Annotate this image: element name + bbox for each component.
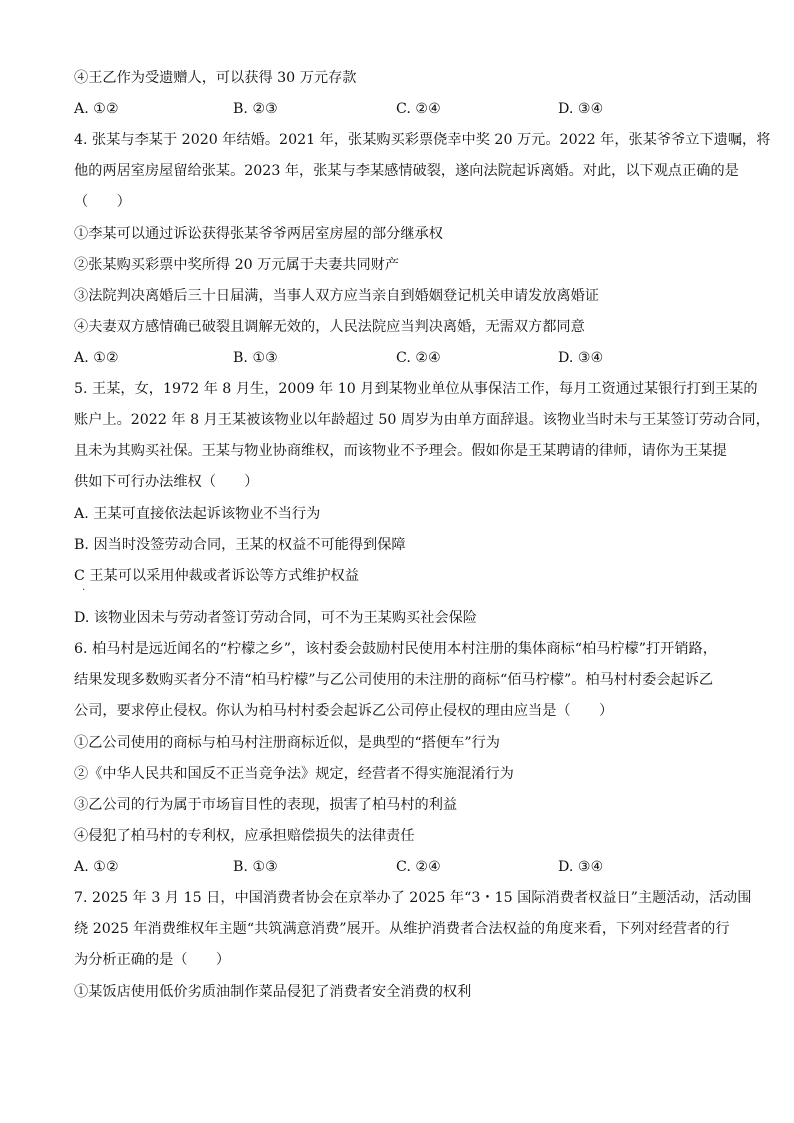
text-line: 供如下可行办法维权（ ）	[74, 474, 259, 490]
text-line: 账户上。2022 年 8 月王某被该物业以年龄超过 50 周岁为由单方面辞退。该物业当时未与王某签订劳动合同，	[74, 412, 770, 428]
text-line: 结果发现多数购买者分不清“柏马柠檬”与乙公司使用的未注册的商标“佰马柠檬”。柏马村村委会起诉乙	[74, 672, 714, 688]
option-d: D. ③④	[558, 101, 604, 117]
text-line: 为分析正确的是（ ）	[74, 952, 231, 968]
option-c: C. ②④	[396, 101, 441, 117]
question-6-line: 6. 柏马村是远近闻名的“柠檬之乡”，该村委会鼓励村民使用本村注册的集体商标“柏马柠檬”打开销路，	[74, 641, 717, 657]
option-b: B. ①③	[233, 859, 278, 875]
option-c: C. ②④	[396, 350, 441, 366]
option-a: A. ①②	[74, 101, 119, 117]
option-a: A. ①②	[74, 350, 119, 366]
statement-1: ①某饭店使用低价劣质油制作菜品侵犯了消费者安全消费的权利	[74, 984, 472, 1000]
choice-a: A. 王某可直接依法起诉该物业不当行为	[74, 506, 321, 522]
statement-2: ②张某购买彩票中奖所得 20 万元属于夫妻共同财产	[74, 257, 400, 273]
statement-2: ②《中华人民共和国反不正当竞争法》规定，经营者不得实施混淆行为	[74, 766, 514, 782]
statement-3: ③乙公司的行为属于市场盲目性的表现，损害了柏马村的利益	[74, 797, 458, 813]
question-7-line: 7. 2025 年 3 月 15 日，中国消费者协会在京举办了 2025 年“3・15 国际消费者权益日”主题活动，活动围	[74, 890, 752, 906]
text-line: 他的两居室房屋留给张某。2023 年，张某与李某感情破裂，遂向法院起诉离婚。对此，以下观点正确的是	[74, 163, 739, 179]
option-b: B. ②③	[233, 101, 278, 117]
option-a: A. ①②	[74, 859, 119, 875]
statement-1: ①乙公司使用的商标与柏马村注册商标近似，是典型的“搭便车”行为	[74, 735, 500, 751]
question-4-line: 4. 张某与李某于 2020 年结婚。2021 年，张某购买彩票侥幸中奖 20 万元。2022 年，张某爷爷立下遗嘱，将	[74, 132, 771, 148]
choice-c: C 王某可以采用仲裁或者诉讼等方式维护权益	[74, 568, 359, 584]
option-c: C. ②④	[396, 859, 441, 875]
choice-d: D. 该物业因未与劳动者签订劳动合同，可不为王某购买社会保险	[74, 610, 477, 626]
statement-4: ④侵犯了柏马村的专利权，应承担赔偿损失的法律责任	[74, 828, 415, 844]
answer-bracket: （ ）	[74, 194, 131, 210]
text-line: ④王乙作为受遗赠人，可以获得 30 万元存款	[74, 70, 357, 86]
option-d: D. ③④	[558, 350, 604, 366]
statement-1: ①李某可以通过诉讼获得张某爷爷两居室房屋的部分继承权	[74, 226, 443, 242]
statement-4: ④夫妻双方感情确已破裂且调解无效的，人民法院应当判决离婚，无需双方都同意	[74, 319, 585, 335]
option-d: D. ③④	[558, 859, 604, 875]
choice-b: B. 因当时没签劳动合同，王某的权益不可能得到保障	[74, 537, 406, 553]
text-line: 绕 2025 年消费维权年主题“共筑满意消费”展开。从维护消费者合法权益的角度来看，下列对经营者的行	[74, 921, 730, 937]
text-line: 且未为其购买社保。王某与物业协商维权，而该物业不予理会。假如你是王某聘请的律师，请你为王某提	[74, 443, 727, 459]
question-5-line: 5. 王某，女，1972 年 8 月生，2009 年 10 月到某物业单位从事保洁工作，每月工资通过某银行打到王某的	[74, 381, 758, 397]
stray-dot-mark: ·	[82, 585, 86, 596]
text-line: 公司，要求停止侵权。你认为柏马村村委会起诉乙公司停止侵权的理由应当是（ ）	[74, 703, 614, 719]
option-b: B. ①③	[233, 350, 278, 366]
statement-3: ③法院判决离婚后三十日届满，当事人双方应当亲自到婚姻登记机关申请发放离婚证	[74, 288, 599, 304]
